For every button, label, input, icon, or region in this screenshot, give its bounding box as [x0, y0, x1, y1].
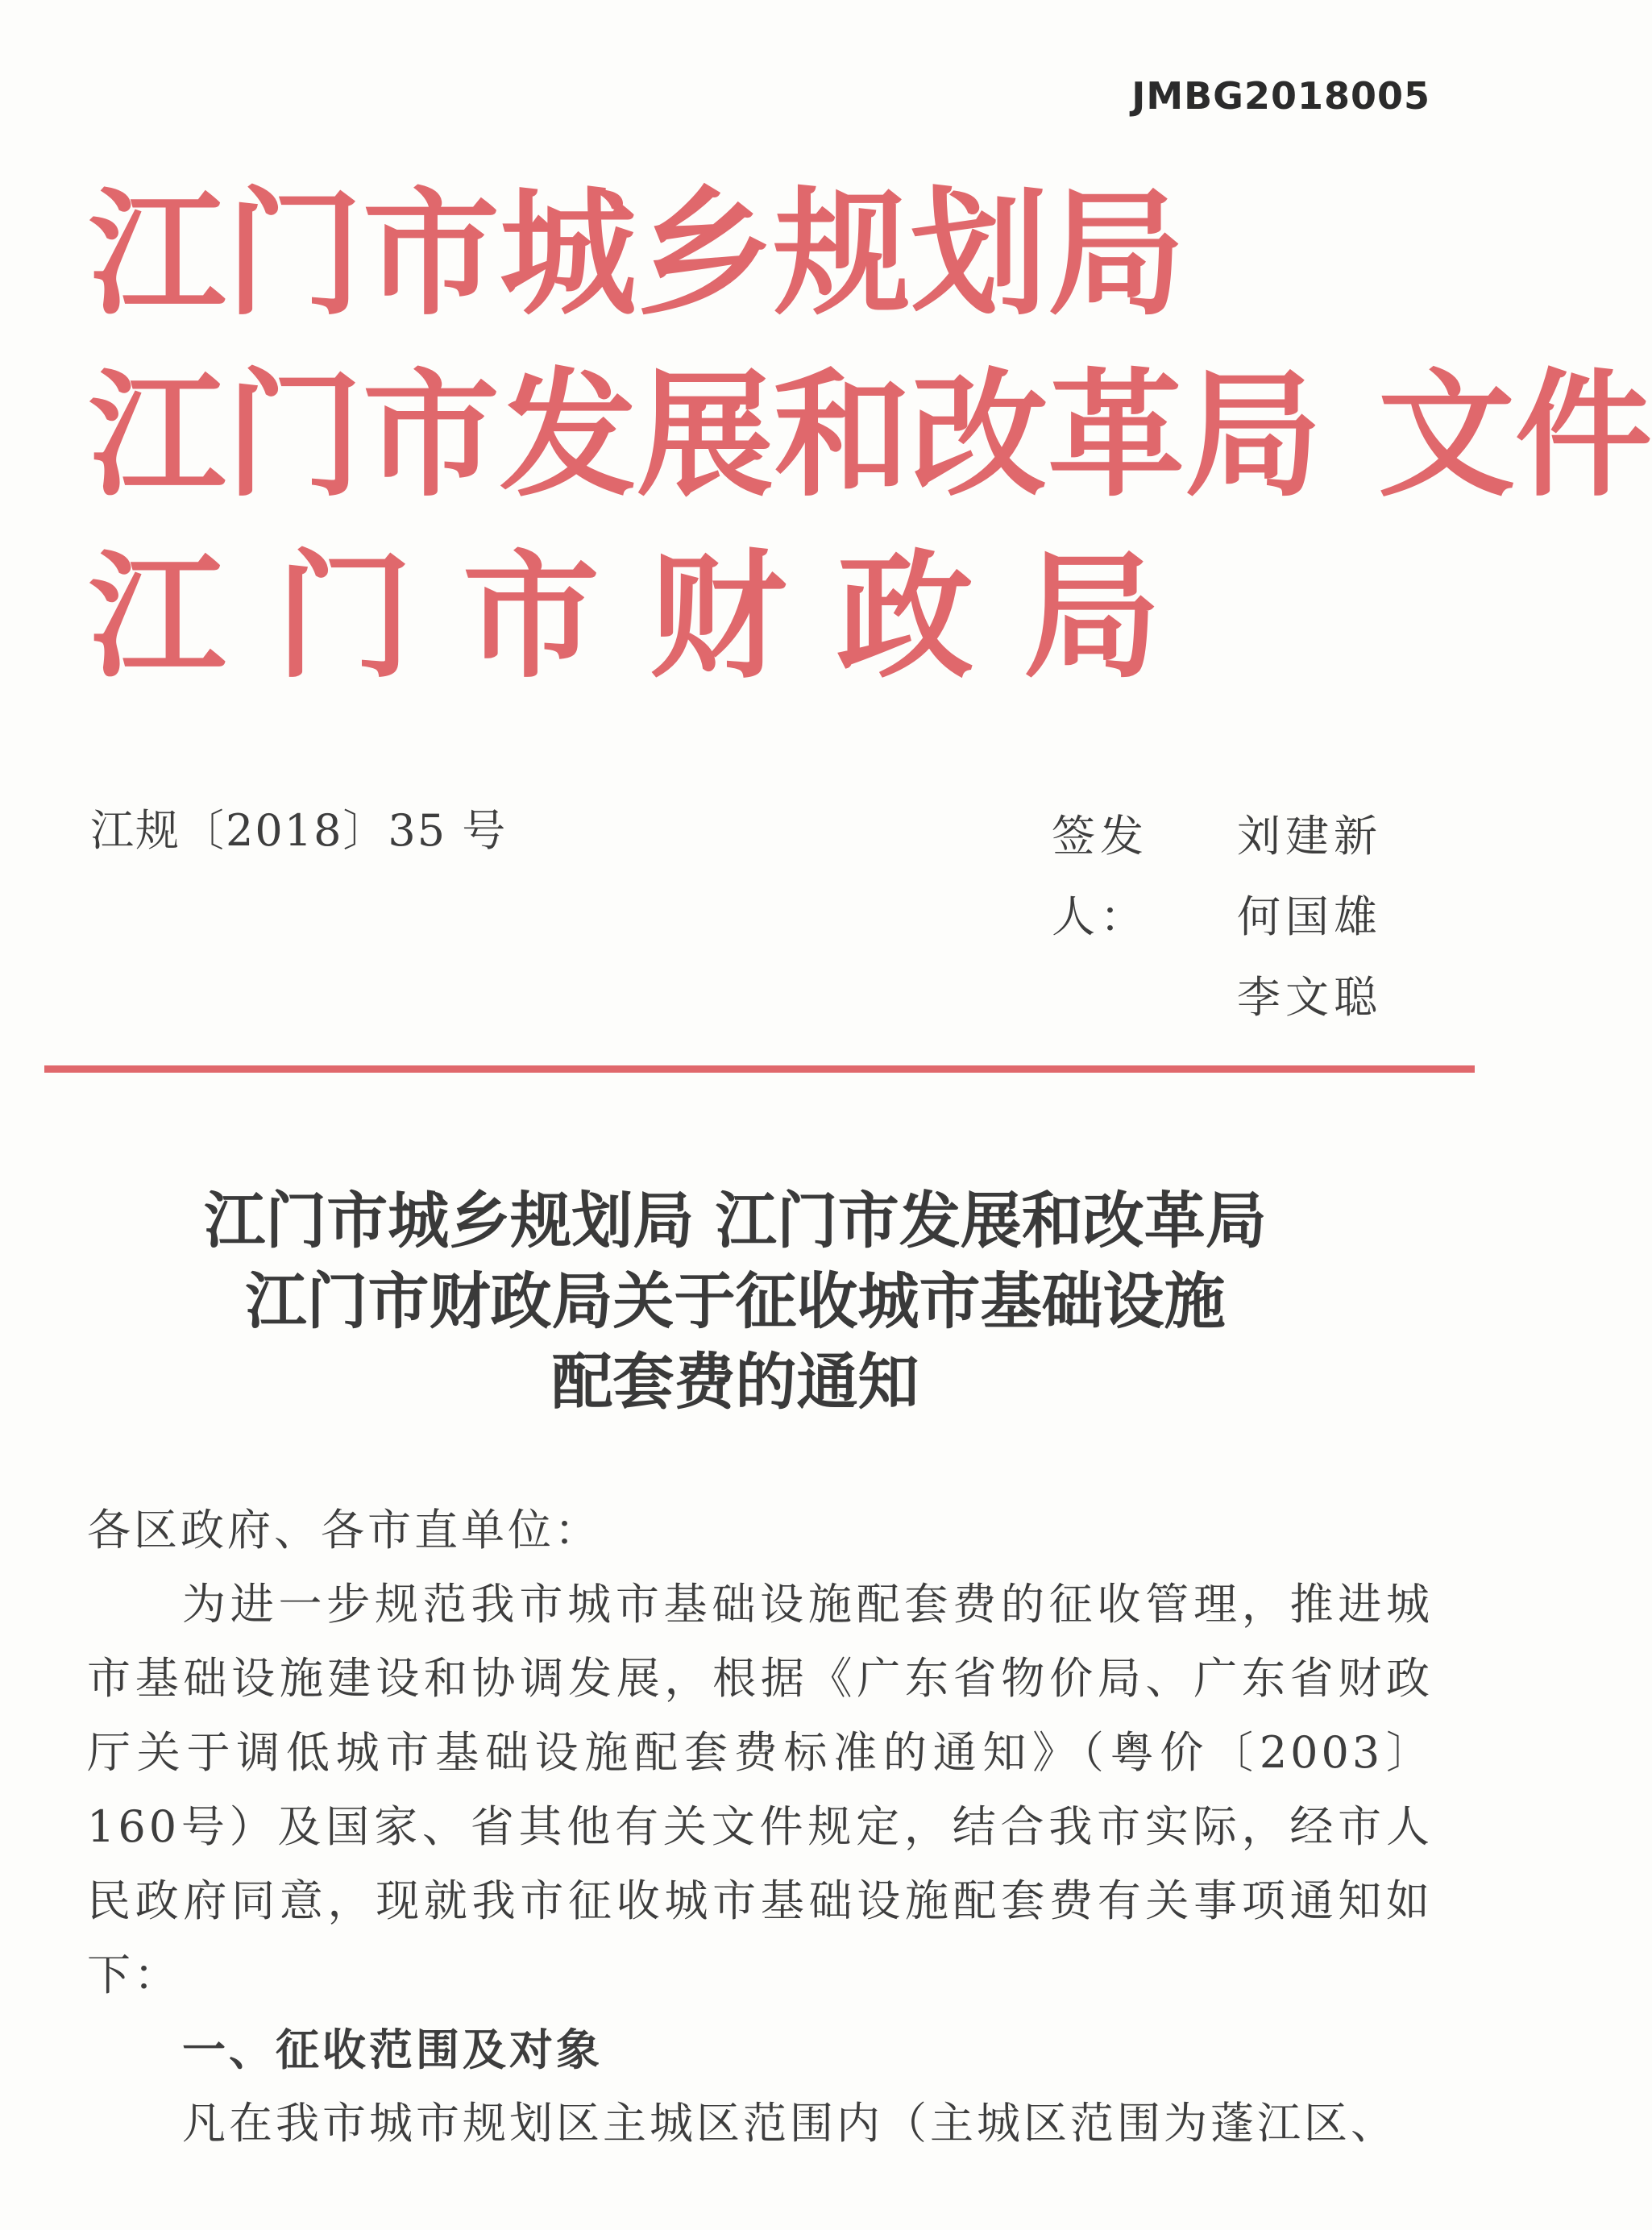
notice-title: [0, 1181, 1567, 1422]
document-number: 江规〔2018〕35 号: [90, 805, 508, 856]
signer-name: 刘建新: [1237, 811, 1382, 862]
issuer-line-planning: 江门市城乡规划局: [89, 173, 1185, 334]
issuer-development-name: 江门市发展和改革局: [89, 355, 1322, 516]
body-paragraph: 凡在我市城市规划区主城区范围内（主城区范围为蓬江区、: [182, 2098, 1397, 2149]
issuer-line-finance: 江门市财政局: [89, 536, 1211, 697]
signer-names: [1237, 796, 1382, 1038]
document-body: [87, 1493, 1433, 2161]
title-line: 江门市城乡规划局 江门市发展和改革局: [204, 1185, 1267, 1256]
document-code: JMBG2018005: [1131, 74, 1430, 118]
signer-name: 何国雄: [1237, 891, 1382, 942]
body-paragraph: 为进一步规范我市城市基础设施配套费的征收管理，推进城市基础设施建设和协调发展，根据《广东省物价局、广东省财政厅关于调低城市基础设施配套费标准的通知》（粤价〔2003〕160号）及国家、省其他有关文件规定，结合我市实际，经市人民政府同意，现就我市征收城市基础设施配套费有关事项通知如下：: [87, 1579, 1433, 2000]
signer-block: [1052, 796, 1382, 1038]
file-word: 文件: [1378, 355, 1652, 516]
salutation: 各区政府、各市直单位：: [87, 1505, 601, 1555]
section-heading: 一、征收范围及对象: [182, 2024, 603, 2075]
title-line: 江门市财政局关于征收城市基础设施: [245, 1265, 1226, 1337]
signer-label: 签发人：: [1052, 811, 1148, 942]
title-line: 配套费的通知: [551, 1346, 919, 1418]
issuer-line-development: [89, 355, 1652, 516]
signer-name: 李文聪: [1237, 972, 1382, 1023]
red-divider-line: [44, 1065, 1475, 1073]
